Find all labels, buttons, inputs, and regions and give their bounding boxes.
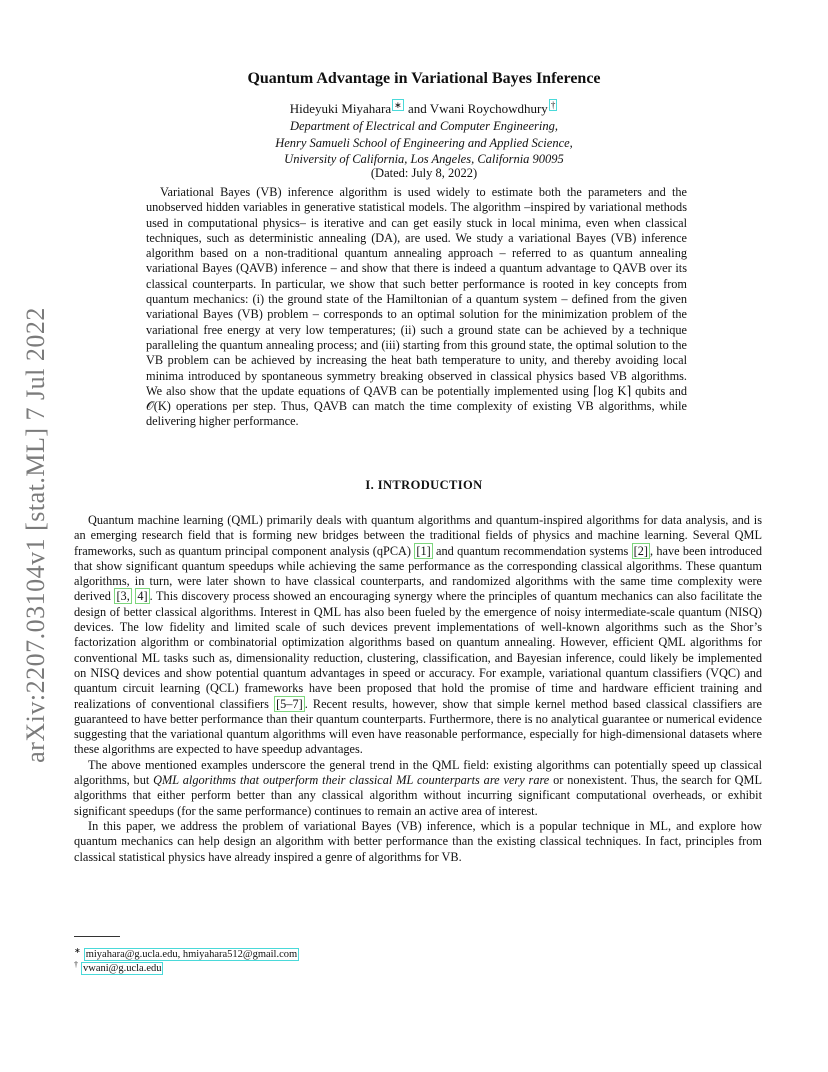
citation-link[interactable]: [5–7] xyxy=(276,696,303,711)
paper-title: Quantum Advantage in Variational Bayes Inference xyxy=(247,70,601,87)
text-run: The above mentioned examples underscore the general trend in the QML field: existing algorithms can potentially speed up classical algorithms, but xyxy=(74,757,762,788)
author-line xyxy=(74,101,774,117)
citation-link[interactable]: [1] xyxy=(416,543,431,558)
footnote-1 xyxy=(74,945,574,962)
section-heading-introduction: I. INTRODUCTION xyxy=(365,478,483,492)
arxiv-sidebar xyxy=(20,300,52,770)
footnote-2-mark: † xyxy=(74,959,78,969)
footnote-2 xyxy=(74,959,574,976)
affiliation-line-3: University of California, Los Angeles, California 90095 xyxy=(284,152,564,166)
text-run: and quantum recommendation systems xyxy=(432,543,632,558)
text-run: . This discovery process showed an encouraging synergy where the principles of quantum mechanics can also facilitate the design of better classical algorithms. Interest in QML has also been fueled by the emergence of noisy intermediate-scale quantum (NISQ) devices. The low fidelity and limited scale of such devices prevent implementations of well-known algorithms such as the Shor’s factorization algorithm or combinatorial optimization algorithms based on quantum annealing. However, efficient QML algorithms for conventional ML tasks such as, dimensionality reduction, clustering, classification, and Bayesian inference, could likely be implemented on NISQ devices and show potential quantum advantages in speed or accuracy. For example, variational quantum classifiers (VQC) and quantum circuit learning (QCL) frameworks have been proposed that hold the promise of time and hardware efficient training and realizations of conventional classifiers xyxy=(74,589,763,711)
affiliation-line-2: Henry Samueli School of Engineering and Applied Science, xyxy=(275,135,573,150)
affiliation-line-1: Department of Electrical and Computer Engineering, xyxy=(289,119,558,133)
footnote-1-mark: ∗ xyxy=(74,945,81,955)
citation-link[interactable]: [3, xyxy=(116,589,130,604)
text-run: . Recent results, however, show that simple kernel method based classical classifiers are guaranteed to have better performance than their quantum counterparts. Furthermore, there is no analytical guarantee or numerical evidence suggesting that the variational quantum algorithms will even have reasonable performance, especially for high-dimensional datasets where these algorithms are expected to have speedup advantages. xyxy=(74,696,762,757)
text-run: Quantum machine learning (QML) primarily deals with quantum algorithms and quantum-inspired algorithms for data analysis, and is an emerging research field that is forming new bridges between the traditional fields of physics and machine learning. Several QML frameworks, such as quantum principal component analysis (qPCA) xyxy=(74,513,762,558)
intro-paragraph-3: In this paper, we address the problem of variational Bayes (VB) inference, which is a popular technique in ML, and explore how quantum mechanics can help design an algorithm with better performance than the existing classical techniques. In fact, principles from classical statistical physics have already inspired a genre of algorithms for VB. xyxy=(74,818,762,864)
citation-link[interactable]: 4] xyxy=(137,589,148,604)
author-2-footnote-link[interactable]: † xyxy=(550,99,556,110)
intro-paragraph-2 xyxy=(74,758,762,819)
author-1-footnote-link[interactable]: ∗ xyxy=(394,99,402,110)
abstract: Variational Bayes (VB) inference algorithm is used widely to estimate both the parameters and the unobserved hidden variables in generative statistical models. The algorithm –inspired by variational methods used in computational physics– is iterative and can get easily stuck in local minima, even when classical techniques, such as deterministic annealing (DA), are used. We study a variational Bayes (VB) inference algorithm based on a non-traditional quantum annealing approach – referred to as quantum annealing variational Bayes (QAVB) inference – and show that there is indeed a quantum advantage to QAVB over its classical counterparts. In particular, we show that such better performance is rooted in key concepts from quantum mechanics: (i) the ground state of the Hamiltonian of a quantum system – defined from the given variational Bayes (VB) problem – corresponds to an optimal solution for the minimization problem of the variational free energy at very low temperatures; (ii) such a ground state can be achieved by a technique paralleling the quantum annealing process; and (iii) starting from this ground state, the optimal solution to the VB problem can be achieved by increasing the heat bath temperature to unity, and thereby avoiding local minima introduced by spontaneous symmetry breaking observed in classical physics based VB algorithms. We also show that the update equations of QAVB can be potentially implemented using ⌈log K⌉ qubits and 𝒪(K) operations per step. Thus, QAVB can match the time complexity of existing VB algorithms, while delivering higher performance. xyxy=(146,185,687,429)
text-run: or nonexistent. Thus, the search for QML algorithms that either perform better than any classical algorithm without incurring significant computational overheads, or exhibit significant speedups (for the same performance) continues to remain an active area of interest. xyxy=(74,773,762,818)
text-run: , have been introduced that show significant quantum speedups while achieving the same performance as the corresponding classical algorithms. These quantum algorithms, in turn, were later shown to have classical counterparts, and randomized algorithms with the same time complexity were derived xyxy=(74,543,762,604)
emphasis-text: QML algorithms that outperform their classical ML counterparts are very rare xyxy=(153,773,550,788)
author-2: Vwani Roychowdhury xyxy=(429,101,548,116)
affiliation xyxy=(74,118,774,168)
footnote-1-email-link[interactable]: miyahara@g.ucla.edu, hmiyahara512@gmail.com xyxy=(85,949,298,960)
introduction-body xyxy=(74,513,762,865)
author-conjunction: and xyxy=(404,101,430,116)
citation-link[interactable]: [2] xyxy=(633,543,648,558)
date-line: (Dated: July 8, 2022) xyxy=(370,166,478,180)
footnote-divider xyxy=(74,936,120,937)
author-1: Hideyuki Miyahara xyxy=(289,101,392,116)
footnotes xyxy=(74,945,574,976)
intro-paragraph-1 xyxy=(74,513,762,758)
footnote-2-email-link[interactable]: vwani@g.ucla.edu xyxy=(83,963,162,974)
arxiv-identifier[interactable]: arXiv:2207.03104v1 [stat.ML] 7 Jul 2022 xyxy=(21,307,50,763)
